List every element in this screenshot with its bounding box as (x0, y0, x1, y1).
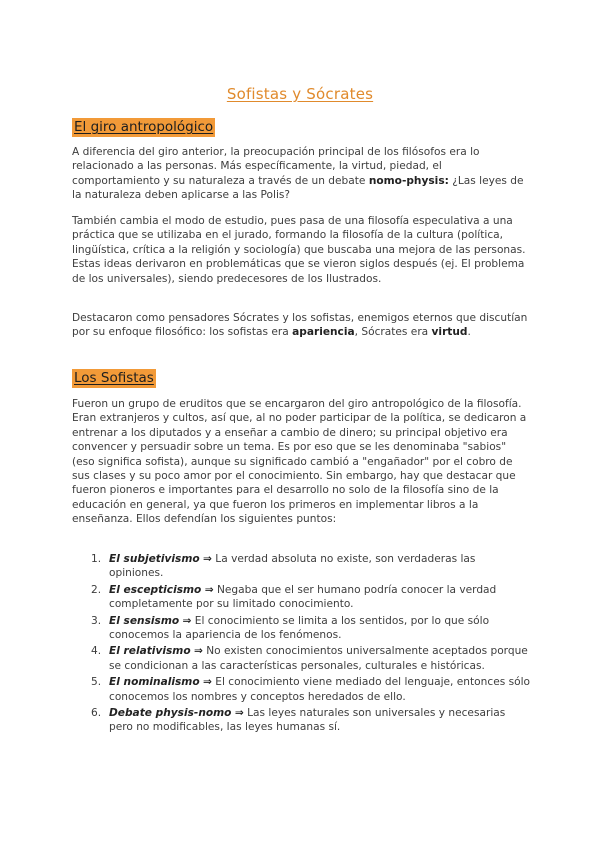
list-number: 1. (91, 553, 102, 565)
arrow-icon: ⇒ (203, 553, 212, 565)
list-item (72, 552, 532, 581)
list-text: La verdad absoluta no existe, son verdaderas las opiniones. (109, 553, 476, 580)
bold-term-nomo-physis: nomo-physis: (368, 174, 449, 187)
text-run: A diferencia del giro anterior, la preocupación principal de los filósofos era lo relacionado a las personas. Más específicamente, la virtud, piedad, el comportamiento y su naturaleza a través de un debate (72, 146, 480, 187)
list-term: Debate physis-nomo (109, 707, 232, 720)
list-number: 4. (91, 645, 102, 658)
list-term: El escepticismo (109, 583, 202, 596)
arrow-icon: ⇒ (204, 583, 214, 596)
list-text: Las leyes naturales son universales y necesarias pero no modificables, las leyes humanas sí. (109, 707, 506, 734)
section-heading-giro-antropologico: El giro antropológico (74, 119, 214, 135)
paragraph-giro-3 (72, 311, 528, 340)
text-run: . (467, 326, 471, 339)
list-item (72, 583, 532, 612)
arrow-icon: ⇒ (193, 645, 203, 658)
list-text: Negaba que el ser humano podría conocer la verdad completamente por su limitado conocimiento. (109, 583, 497, 611)
list-item (72, 706, 532, 735)
list-item (72, 644, 532, 673)
arrow-icon: ⇒ (203, 676, 212, 689)
list-number: 6. (91, 707, 102, 720)
text-run: Destacaron como pensadores Sócrates y los sofistas, enemigos eternos que discutían por su enfoque filosófico: los sofistas era (72, 312, 528, 339)
list-term: El sensismo (109, 614, 180, 627)
list-text: El conocimiento viene mediado del lenguaje, entonces sólo conocemos los nombres y conceptos heredados de ello. (109, 676, 531, 703)
text-run: ¿Las leyes de la naturaleza deben aplicarse a las Polis? (72, 174, 524, 202)
list-number: 3. (91, 614, 102, 627)
list-number: 5. (91, 676, 102, 689)
paragraph-giro-1 (72, 145, 528, 203)
list-text: El conocimiento se limita a los sentidos, por lo que sólo conocemos la apariencia de los fenómenos. (109, 614, 490, 642)
list-item (72, 675, 532, 704)
arrow-icon: ⇒ (182, 614, 192, 627)
bold-term-apariencia: apariencia (292, 326, 355, 339)
list-term: El subjetivismo (109, 553, 200, 565)
section-heading-los-sofistas: Los Sofistas (74, 370, 154, 386)
list-item (72, 614, 532, 643)
paragraph-sofistas-1: Fueron un grupo de eruditos que se encargaron del giro antropológico de la filosofía. Eran extranjeros y cultos, así que, al no poder participar de la política, se dedicaron a entrenar a los diputados y a enseñar a cambio de dinero; su principal objetivo era convencer y persuadir sobre un tema. Es por eso que se les denominaba "sabios" (eso significa sofista), aunque su significado cambió a "engañador" por el cobro de sus clases y su poco amor por el conocimiento. Sin embargo, hay que destacar que fueron pioneros e importantes para el desarrollo no solo de la filosofía sino de la educación en general, ya que fueron los primeros en implementar libros a la enseñanza. Ellos defendían los siguientes puntos: (72, 398, 527, 526)
document-title: Sofistas y Sócrates (226, 85, 374, 103)
list-term: El relativismo (109, 645, 191, 658)
list-text: No existen conocimientos universalmente aceptados porque se condicionan a las características personales, culturales e históricas. (109, 645, 528, 672)
text-run: , Sócrates era (354, 326, 432, 339)
list-number: 2. (91, 583, 102, 596)
paragraph-giro-2: También cambia el modo de estudio, pues pasa de una filosofía especulativa a una práctica que se utilizaba en el jurado, formando la filosofía de la cultura (política, lingüística, crítica a la religión y sociología) que buscaba una mejora de las personas. Estas ideas derivaron en problemáticas que se vieron siglos después (ej. El problema de los universales), siendo predecesores de los Ilustrados. (72, 215, 526, 285)
sofistas-points-list (72, 552, 532, 737)
bold-term-virtud: virtud (431, 326, 468, 339)
list-term: El nominalismo (109, 676, 200, 689)
arrow-icon: ⇒ (234, 707, 244, 720)
